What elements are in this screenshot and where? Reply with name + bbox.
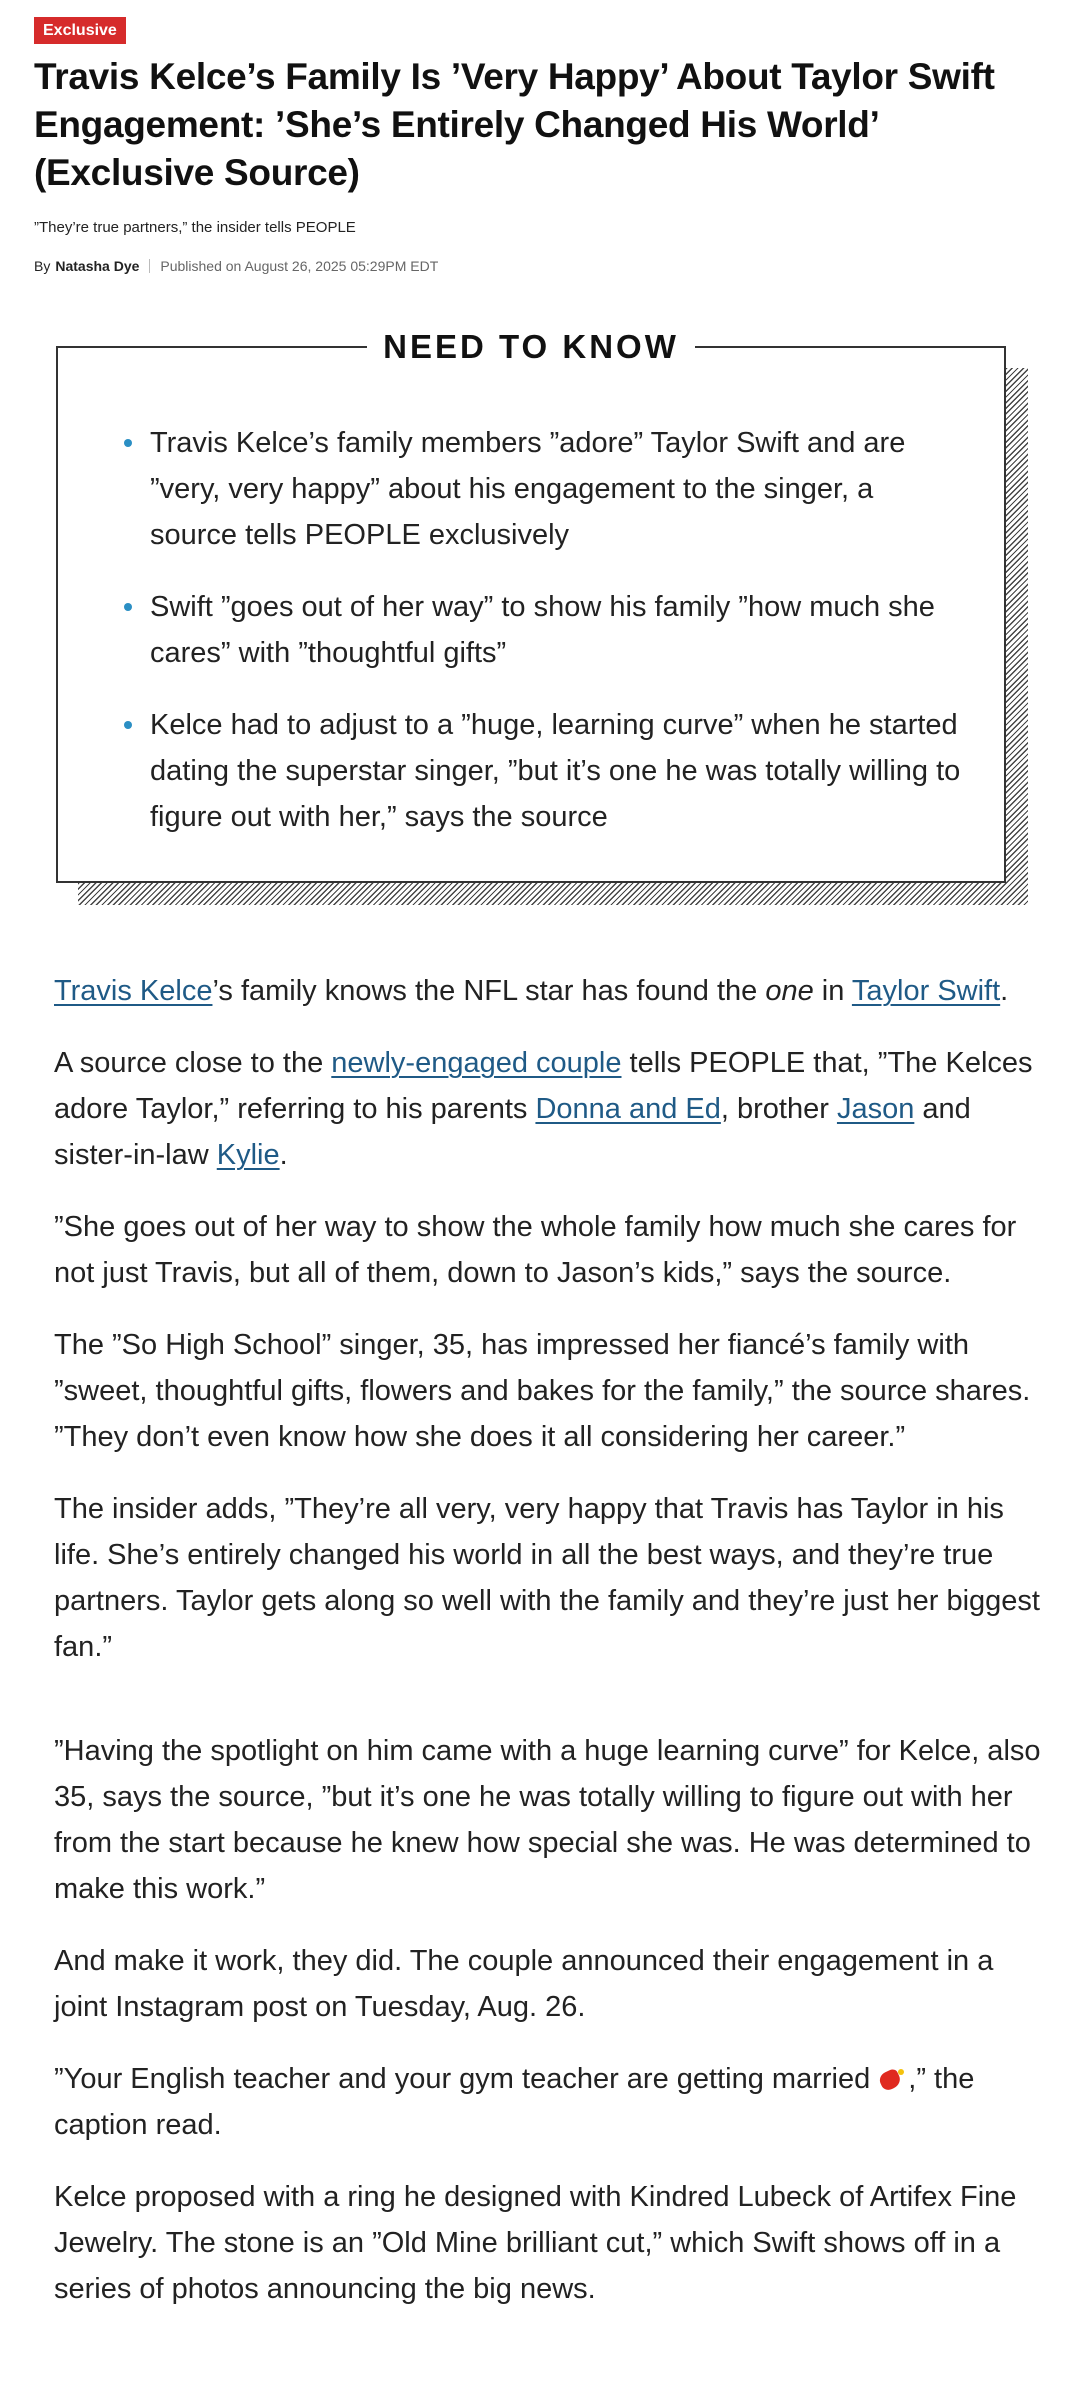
bullet-dot-icon	[124, 439, 132, 447]
whistle-emoji-icon	[878, 2065, 908, 2093]
need-to-know-item	[122, 584, 962, 676]
need-to-know-title	[58, 328, 1004, 366]
author-link[interactable]: Natasha Dye	[55, 258, 140, 274]
text-run: ”Your English teacher and your gym teacher are getting married	[54, 2063, 879, 2095]
exclusive-badge: Exclusive	[34, 17, 126, 44]
text-run: .	[1000, 975, 1009, 1007]
need-to-know-item-text: Swift ”goes out of her way” to show his family ”how much she cares” with ”thoughtful gifts”	[150, 591, 935, 669]
article-paragraph: ”Having the spotlight on him came with a huge learning curve” for Kelce, also 35, says the source, ”but it’s one he was totally willing to figure out with her from the start because he knew how special she was. He was determined to make this work.”	[54, 1735, 1041, 1905]
article-paragraph: The ”So High School” singer, 35, has impressed her fiancé’s family with ”sweet, thoughtful gifts, flowers and bakes for the family,” the source shares. ”They don’t even know how she does it all considering her career.”	[54, 1329, 1031, 1453]
article-dek: ”They’re true partners,” the insider tells PEOPLE	[34, 219, 356, 236]
text-run: A source close to the	[54, 1047, 332, 1079]
article-paragraph: And make it work, they did. The couple announced their engagement in a joint Instagram post on Tuesday, Aug. 26.	[54, 1945, 994, 2023]
text-run: in	[813, 975, 852, 1007]
need-to-know-item-text: Kelce had to adjust to a ”huge, learning curve” when he started dating the superstar singer, ”but it’s one he was totally willing to figure out with her,” says the source	[150, 709, 961, 833]
article-paragraph	[54, 2056, 1044, 2148]
link-donna-and-ed[interactable]: Donna and Ed	[535, 1093, 721, 1125]
link-jason[interactable]: Jason	[836, 1093, 915, 1125]
article-paragraph: The insider adds, ”They’re all very, very happy that Travis has Taylor in his life. She’s entirely changed his world in all the best ways, and they’re true partners. Taylor gets along so well with the family and they’re just her biggest fan.”	[54, 1493, 1040, 1663]
text-run: .	[279, 1139, 288, 1171]
article-body	[54, 968, 1044, 2338]
need-to-know-item	[122, 702, 962, 840]
byline	[34, 258, 438, 274]
link-kylie[interactable]: Kylie	[216, 1139, 280, 1171]
emphasis-text: one	[765, 975, 814, 1007]
text-run: ’s family knows the NFL star has found the	[212, 975, 766, 1007]
headline: Travis Kelce’s Family Is ’Very Happy’ About Taylor Swift Engagement: ’She’s Entirely Changed His World’ (Exclusive Source)	[34, 56, 995, 193]
bullet-dot-icon	[124, 721, 132, 729]
text-run: ,” the caption read.	[54, 2063, 975, 2141]
need-to-know-title-text: NEED TO KNOW	[367, 328, 695, 365]
byline-divider	[149, 259, 150, 273]
text-run: and sister-in-law	[54, 1093, 971, 1171]
need-to-know-list	[122, 420, 962, 866]
link-travis-kelce[interactable]: Travis Kelce	[54, 975, 213, 1007]
bullet-dot-icon	[124, 603, 132, 611]
need-to-know-item-text: Travis Kelce’s family members ”adore” Taylor Swift and are ”very, very happy” about his engagement to the singer, a source tells PEOPLE exclusively	[150, 427, 906, 551]
link-newly-engaged-couple[interactable]: newly-engaged couple	[331, 1047, 622, 1079]
published-date: Published on August 26, 2025 05:29PM EDT	[160, 258, 439, 274]
link-taylor-swift[interactable]: Taylor Swift	[851, 975, 1001, 1007]
article-paragraph: Kelce proposed with a ring he designed with Kindred Lubeck of Artifex Fine Jewelry. The stone is an ”Old Mine brilliant cut,” which Swift shows off in a series of photos announcing the big news.	[54, 2181, 1017, 2305]
article-paragraph	[54, 968, 1044, 1014]
byline-by: By	[34, 258, 51, 274]
text-run: , brother	[720, 1093, 837, 1125]
article-paragraph	[54, 1040, 1044, 1178]
need-to-know-box	[56, 328, 1006, 883]
need-to-know-item	[122, 420, 962, 558]
article-paragraph: ”She goes out of her way to show the whole family how much she cares for not just Travis, but all of them, down to Jason’s kids,” says the source.	[54, 1211, 1017, 1289]
text-run: tells PEOPLE that, ”The Kelces adore Taylor,” referring to his parents	[54, 1047, 1033, 1125]
